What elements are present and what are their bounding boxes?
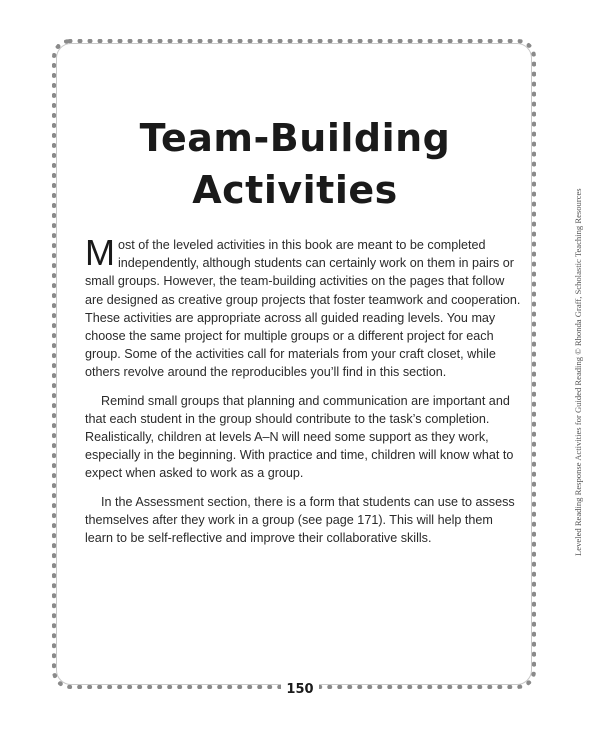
paragraph-1-text: ost of the leveled activities in this book are meant to be completed independently, although students can certainly work on them in pairs or small groups. However, the team-building activities on the pages that follow are designed as creative group projects that foster teamwork and cooperation. These activities are appropriate across all guided reading levels. You may choose the same project for multiple groups or a different project for each group. Some of the activities call for materials from your craft closet, while others revolve around the reproducibles you’ll find in this section. bbox=[85, 238, 521, 380]
page-title bbox=[60, 112, 530, 216]
paragraph-1 bbox=[85, 232, 521, 382]
page-number: 150 bbox=[281, 682, 319, 698]
title-line-1: Team-Building bbox=[139, 116, 451, 160]
side-credit: Leveled Reading Response Activities for Guided Reading © Rhonda Graff, Scholastic Teaching Resources bbox=[573, 188, 583, 556]
paragraph-2: Remind small groups that planning and communication are important and that each student in the group should contribute to the task’s completion. Realistically, children at levels A–N will need some support as they work, especially in the beginning. With practice and time, children will know what to expect when asked to work as a group. bbox=[85, 393, 514, 481]
paragraph-3: In the Assessment section, there is a form that students can use to assess themselves after they work in a group (see page 171). This will help them learn to be self-reflective and improve their collaborative skills. bbox=[85, 494, 515, 546]
title-line-2: Activities bbox=[192, 168, 398, 212]
drop-cap: M bbox=[85, 232, 115, 273]
body-text bbox=[85, 232, 521, 557]
